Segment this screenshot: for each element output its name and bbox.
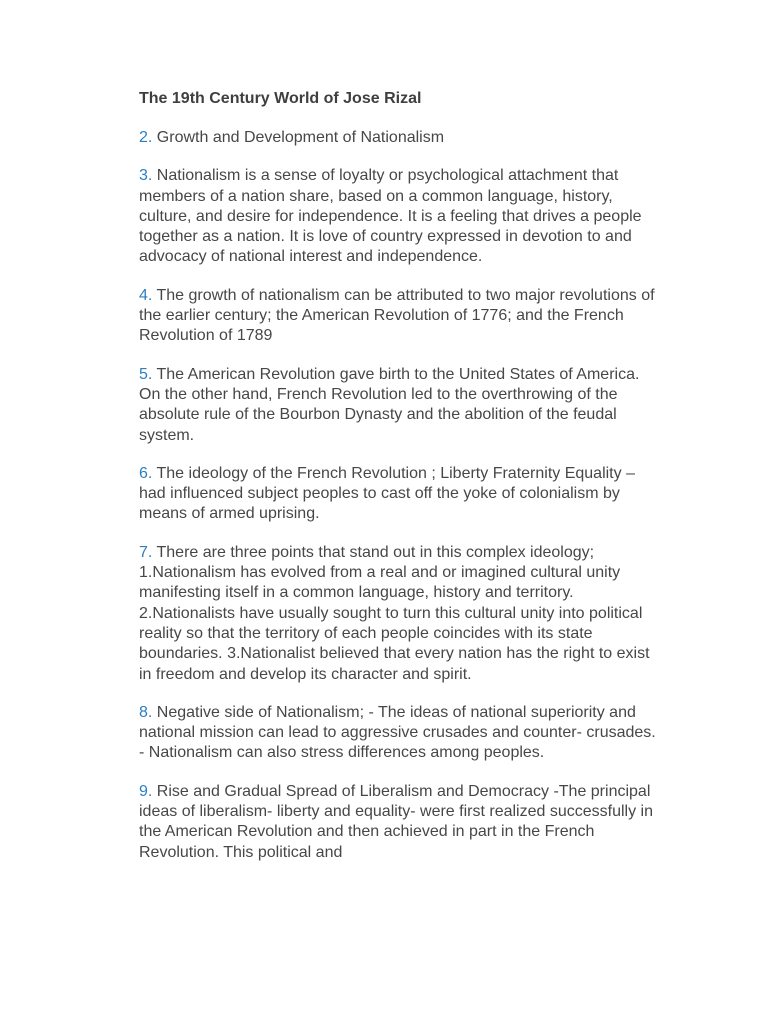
paragraph-text: The American Revolution gave birth to the United States of America. On the other hand, French Revolution led to the overthrowing of the absolute rule of the Bourbon Dynasty and the abolition of the feudal system. [139, 365, 640, 444]
paragraph-8 [139, 703, 659, 764]
paragraph-2 [139, 128, 659, 148]
paragraph-text: Negative side of Nationalism; - The ideas of national superiority and national mission can lead to aggressive crusades and counter- crusades. - Nationalism can also stress differences among peoples. [139, 703, 656, 762]
paragraph-number: 3. [139, 167, 153, 185]
paragraph-6 [139, 464, 659, 525]
paragraph-number: 9. [139, 782, 153, 800]
paragraph-text: The ideology of the French Revolution ; Liberty Fraternity Equality – had influenced subject peoples to cast off the yoke of colonialism by means of armed uprising. [139, 464, 635, 523]
document-page [139, 89, 659, 881]
document-title: The 19th Century World of Jose Rizal [139, 90, 422, 107]
paragraph-5 [139, 365, 659, 446]
paragraph-7 [139, 543, 659, 685]
paragraph-text: There are three points that stand out in this complex ideology; 1.Nationalism has evolved from a real and or imagined cultural unity manifesting itself in a common language, history and territory. 2.Nationalists have usually sought to turn this cultural unity into political reality so that the territory of each people coincides with its state boundaries. 3.Nationalist believed that every nation has the right to exist in freedom and develop its character and spirit. [139, 543, 650, 683]
paragraph-number: 2. [139, 129, 153, 146]
paragraph-9 [139, 782, 659, 863]
paragraph-number: 7. [139, 543, 153, 561]
paragraph-number: 5. [139, 365, 153, 383]
paragraph-text: Nationalism is a sense of loyalty or psychological attachment that members of a nation share, based on a common language, history, culture, and desire for independence. It is a feeling that drives a people together as a nation. It is love of country expressed in devotion to and advocacy of national interest and independence. [139, 167, 642, 266]
paragraph-number: 6. [139, 464, 153, 482]
paragraph-number: 8. [139, 703, 153, 721]
paragraph-text: Rise and Gradual Spread of Liberalism and Democracy -The principal ideas of liberalism- liberty and equality- were first realized successfully in the American Revolution and then achieved in part in the French Revolution. This political and [139, 782, 653, 861]
paragraph-text: The growth of nationalism can be attributed to two major revolutions of the earlier century; the American Revolution of 1776; and the French Revolution of 1789 [139, 286, 655, 345]
paragraph-3 [139, 166, 659, 267]
paragraph-text: Growth and Development of Nationalism [156, 129, 445, 146]
paragraph-4 [139, 286, 659, 347]
paragraph-number: 4. [139, 286, 153, 304]
